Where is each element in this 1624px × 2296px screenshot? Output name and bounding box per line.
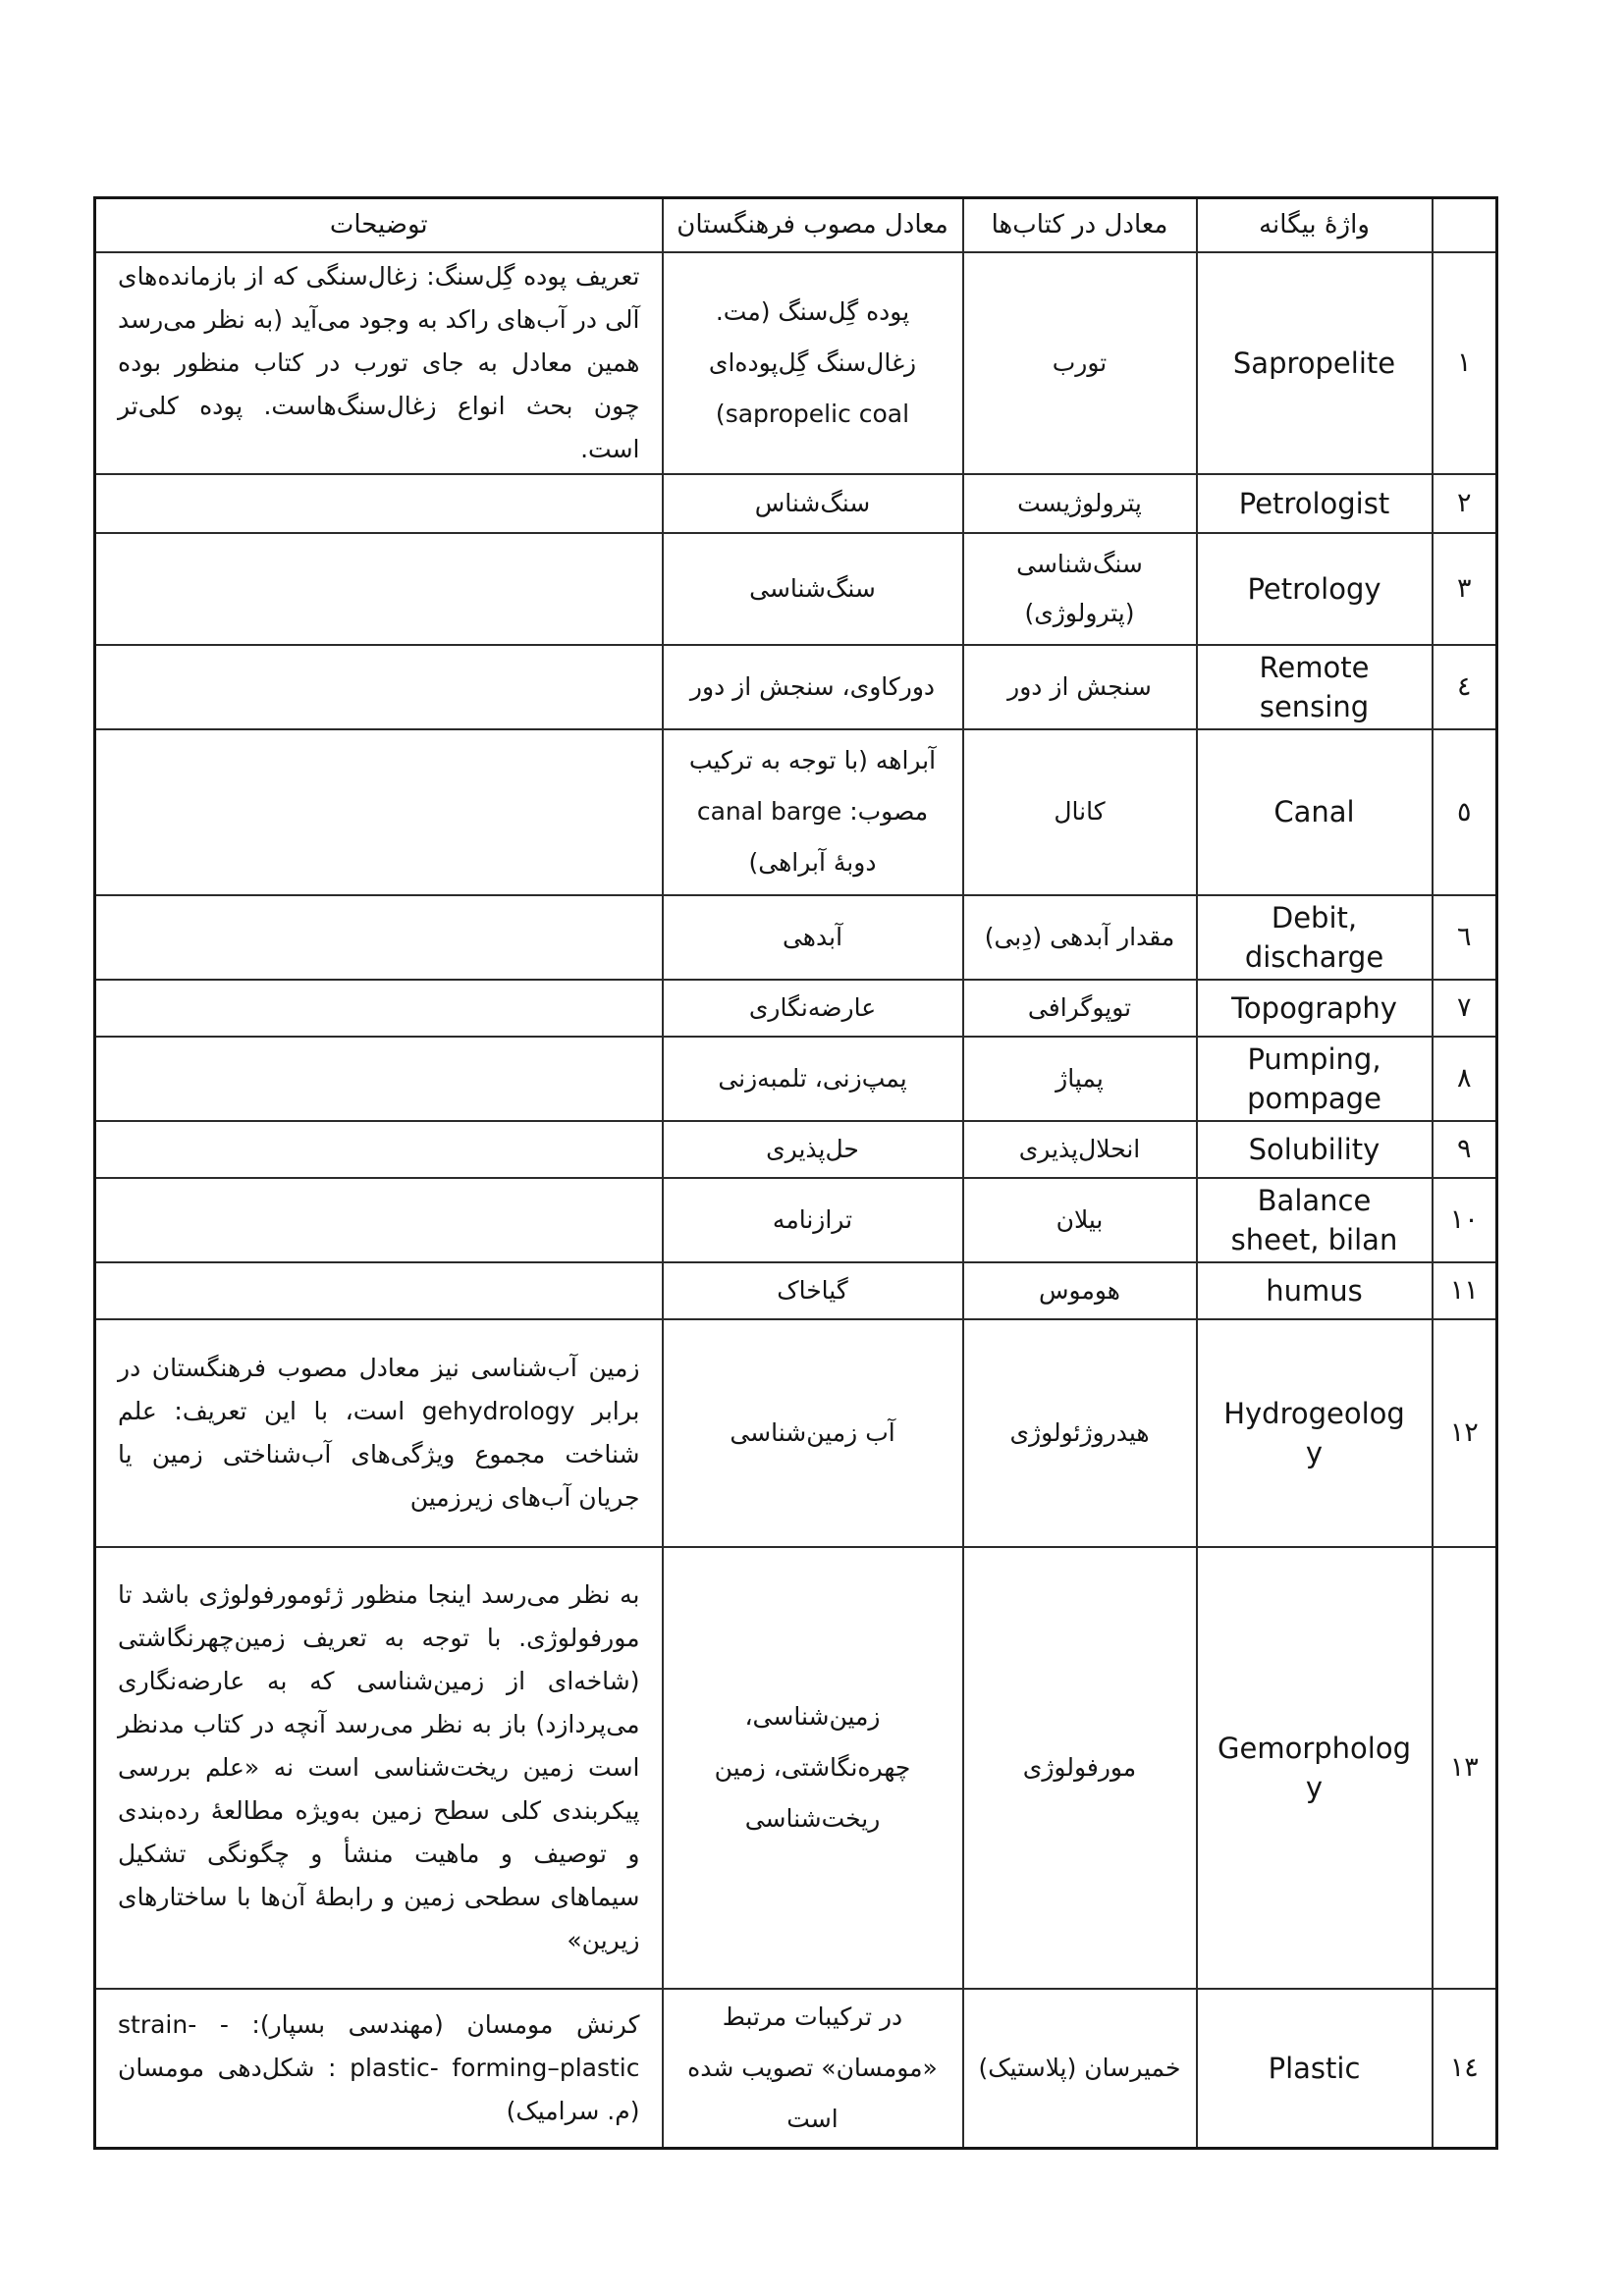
table-row [95, 1262, 1497, 1319]
header-notes: توضیحات [95, 198, 663, 252]
table-row [95, 895, 1497, 980]
cell-notes [95, 1178, 663, 1262]
cell-notes [95, 895, 663, 980]
cell-foreign-word: Canal [1197, 729, 1433, 895]
header-academy-equivalent: معادل مصوب فرهنگستان [663, 198, 963, 252]
cell-row-number: ۱۰ [1433, 1178, 1497, 1262]
cell-academy-equivalent: گیاخاک [663, 1262, 963, 1319]
cell-book-equivalent: مورفولوژی [963, 1547, 1197, 1989]
cell-foreign-word: Pumping, pompage [1197, 1037, 1433, 1121]
cell-row-number: ٨ [1433, 1037, 1497, 1121]
header-foreign-word: واژهٔ بیگانه [1197, 198, 1433, 252]
cell-foreign-word: Petrology [1197, 533, 1433, 645]
cell-academy-equivalent: در ترکیبات مرتبط «مومسان» تصویب شده است [663, 1989, 963, 2149]
cell-row-number: ۱۱ [1433, 1262, 1497, 1319]
cell-book-equivalent: توپوگرافی [963, 980, 1197, 1037]
cell-academy-equivalent: آبراهه (با توجه به ترکیب مصوب: canal barge دوبهٔ آبراهی) [663, 729, 963, 895]
cell-notes [95, 1037, 663, 1121]
cell-book-equivalent: سنگ‌شناسی (پترولوژی) [963, 533, 1197, 645]
cell-academy-equivalent: عارضه‌نگاری [663, 980, 963, 1037]
cell-notes [95, 474, 663, 533]
table-row [95, 645, 1497, 729]
cell-foreign-word: humus [1197, 1262, 1433, 1319]
cell-book-equivalent: کانال [963, 729, 1197, 895]
table-row [95, 252, 1497, 474]
cell-book-equivalent: تورب [963, 252, 1197, 474]
cell-row-number: ٧ [1433, 980, 1497, 1037]
cell-notes [95, 533, 663, 645]
cell-academy-equivalent: حل‌پذیری [663, 1121, 963, 1178]
table-row [95, 1121, 1497, 1178]
cell-row-number: ٦ [1433, 895, 1497, 980]
cell-foreign-word: Hydrogeology [1197, 1319, 1433, 1547]
cell-notes [95, 645, 663, 729]
cell-row-number: ۲ [1433, 474, 1497, 533]
cell-notes: کرنش مومسان (مهندسی بسپار): ‭strain- -plastic-‬ ‭forming–plastic‬ : شکل‌دهی مومسان (م. سرامیک) [95, 1989, 663, 2149]
cell-book-equivalent: هیدروژئولوژی [963, 1319, 1197, 1547]
cell-foreign-word: Balance sheet, bilan [1197, 1178, 1433, 1262]
cell-notes: به نظر می‌رسد اینجا منظور ژئومورفولوژی باشد تا مورفولوژی. با توجه به تعریف زمین‌چهرنگاشتی (شاخه‌ای از زمین‌شناسی که به عارضه‌نگاری می‌پردازد) باز به نظر می‌رسد آنچه در کتاب مدنظر است زمین ریخت‌شناسی است نه «علم بررسی پیکربندی کلی سطح زمین به‌ویژه مطالعهٔ رده‌بندی و توصیف و ماهیت منشأ و چگونگی تشکیل سیماهای سطحی زمین و رابطهٔ آن‌ها با ساختارهای زیرین» [95, 1547, 663, 1989]
cell-book-equivalent: پمپاژ [963, 1037, 1197, 1121]
cell-academy-equivalent: دورکاوی، سنجش از دور [663, 645, 963, 729]
cell-academy-equivalent: پوده گِل‌سنگ (مت. زغال‌سنگ گِل‌پوده‌ای sapropelic coal) [663, 252, 963, 474]
cell-book-equivalent: هوموس [963, 1262, 1197, 1319]
cell-academy-equivalent: سنگ‌شناسی [663, 533, 963, 645]
table-row [95, 729, 1497, 895]
cell-row-number: ۱ [1433, 252, 1497, 474]
cell-row-number: ۱٤ [1433, 1989, 1497, 2149]
cell-notes [95, 980, 663, 1037]
cell-book-equivalent: پترولوژیست [963, 474, 1197, 533]
table-row [95, 1547, 1497, 1989]
cell-notes [95, 729, 663, 895]
cell-foreign-word: Gemorphology [1197, 1547, 1433, 1989]
cell-notes: زمین آب‌شناسی نیز معادل مصوب فرهنگستان در برابر gehydrology است، با این تعریف: علم شناخت مجموع ویژگی‌های آب‌شناختی زمین یا جریان آب‌های زیرزمین [95, 1319, 663, 1547]
cell-row-number: ۱۲ [1433, 1319, 1497, 1547]
header-book-equivalent: معادل در کتاب‌ها [963, 198, 1197, 252]
header-number [1433, 198, 1497, 252]
cell-foreign-word: Plastic [1197, 1989, 1433, 2149]
cell-notes [95, 1121, 663, 1178]
cell-book-equivalent: سنجش از دور [963, 645, 1197, 729]
cell-foreign-word: Petrologist [1197, 474, 1433, 533]
cell-row-number: ۱۳ [1433, 1547, 1497, 1989]
cell-foreign-word: Debit, discharge [1197, 895, 1433, 980]
cell-foreign-word: Topography [1197, 980, 1433, 1037]
cell-academy-equivalent: پمپ‌زنی، تلمبه‌زنی [663, 1037, 963, 1121]
cell-notes [95, 1262, 663, 1319]
cell-academy-equivalent: آبدهی [663, 895, 963, 980]
cell-row-number: ٩ [1433, 1121, 1497, 1178]
cell-academy-equivalent: ترازنامه [663, 1178, 963, 1262]
cell-notes: تعریف پوده گِل‌سنگ: زغال‌سنگی که از بازمانده‌های آلی در آب‌های راکد به وجود می‌آید (به نظر می‌رسد همین معادل به جای تورب در کتاب منظور بوده چون بحث انواع زغال‌سنگ‌هاست. پوده کلی‌تر است. [95, 252, 663, 474]
cell-book-equivalent: بیلان [963, 1178, 1197, 1262]
table-row [95, 980, 1497, 1037]
cell-foreign-word: Sapropelite [1197, 252, 1433, 474]
table-row [95, 1989, 1497, 2149]
table-row [95, 1319, 1497, 1547]
cell-row-number: ٤ [1433, 645, 1497, 729]
table-row [95, 1037, 1497, 1121]
cell-academy-equivalent: سنگ‌شناس [663, 474, 963, 533]
terminology-table [93, 196, 1498, 2150]
cell-academy-equivalent: زمین‌شناسی، چهره‌نگاشتی، زمین ریخت‌شناسی [663, 1547, 963, 1989]
cell-book-equivalent: مقدار آبدهی (دِبی) [963, 895, 1197, 980]
cell-book-equivalent: انحلال‌پذیری [963, 1121, 1197, 1178]
cell-row-number: ٥ [1433, 729, 1497, 895]
cell-foreign-word: Solubility [1197, 1121, 1433, 1178]
cell-book-equivalent: خمیرسان (پلاستیک) [963, 1989, 1197, 2149]
table-row [95, 533, 1497, 645]
table-row [95, 1178, 1497, 1262]
table-header-row [95, 198, 1497, 252]
cell-academy-equivalent: آب زمین‌شناسی [663, 1319, 963, 1547]
cell-row-number: ۳ [1433, 533, 1497, 645]
table-row [95, 474, 1497, 533]
cell-foreign-word: Remote sensing [1197, 645, 1433, 729]
